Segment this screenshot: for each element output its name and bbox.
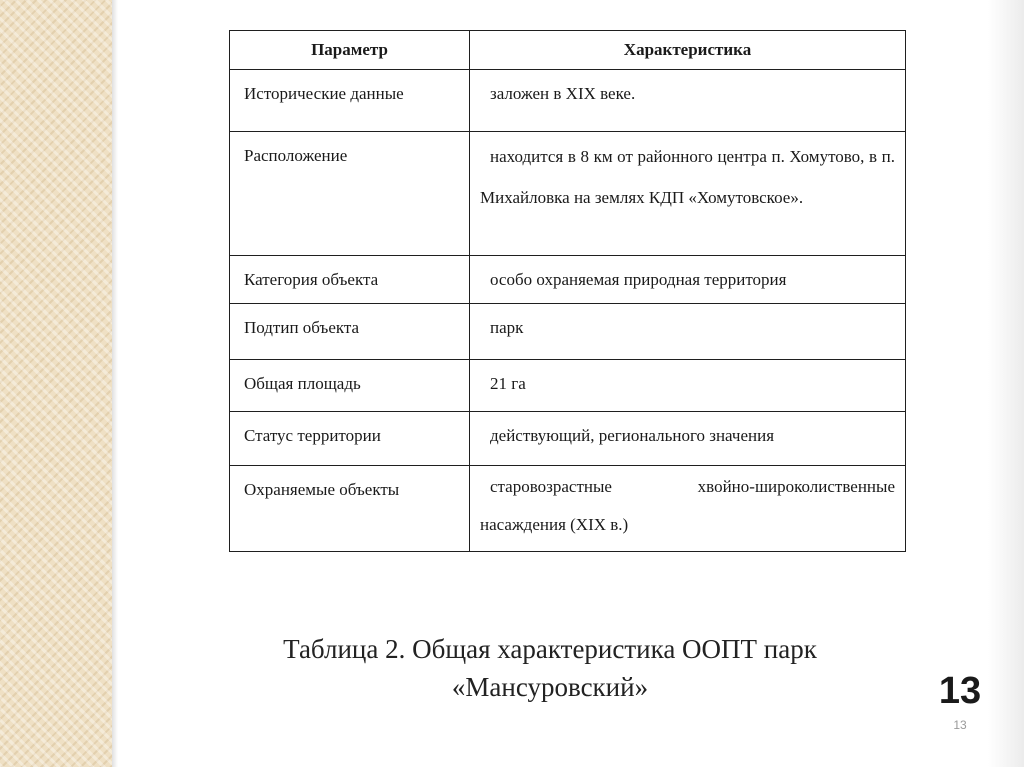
- row-value: находится в 8 км от районного центра п. Хомутово, в п. Михайловка на землях КДП «Хомутовское».: [470, 132, 906, 256]
- table-row: [230, 256, 906, 304]
- row-param: Категория объекта: [230, 256, 470, 304]
- caption-line-2: «Мансуровский»: [451, 672, 649, 702]
- caption-line-1: Таблица 2. Общая характеристика ООПТ парк: [283, 634, 817, 664]
- table-row: [230, 360, 906, 412]
- header-parameter: Параметр: [230, 31, 470, 70]
- row-param: Подтип объекта: [230, 304, 470, 360]
- characteristics-table: [229, 30, 906, 552]
- table-row: [230, 304, 906, 360]
- row-value: 21 га: [470, 360, 906, 412]
- row-value: старовозрастные хвойно-широколиственные насаждения (XIX в.): [470, 466, 906, 552]
- row-param: Исторические данные: [230, 70, 470, 132]
- row-param: Расположение: [230, 132, 470, 256]
- header-characteristic: Характеристика: [470, 31, 906, 70]
- row-value: заложен в XIX веке.: [470, 70, 906, 132]
- decorative-right-shadow: [988, 0, 1024, 767]
- row-param: Охраняемые объекты: [230, 466, 470, 552]
- row-param: Общая площадь: [230, 360, 470, 412]
- row-value: парк: [470, 304, 906, 360]
- table-header-row: [230, 31, 906, 70]
- row-value: действующий, регионального значения: [470, 412, 906, 466]
- table-row: [230, 70, 906, 132]
- table-row: [230, 466, 906, 552]
- table-row: [230, 412, 906, 466]
- decorative-left-band: [0, 0, 112, 767]
- page-number-small: 13: [953, 718, 967, 732]
- row-value: особо охраняемая природная территория: [470, 256, 906, 304]
- table-row: [230, 132, 906, 256]
- row-param: Статус территории: [230, 412, 470, 466]
- page-number-large: 13: [938, 670, 982, 712]
- table-caption: [190, 630, 910, 706]
